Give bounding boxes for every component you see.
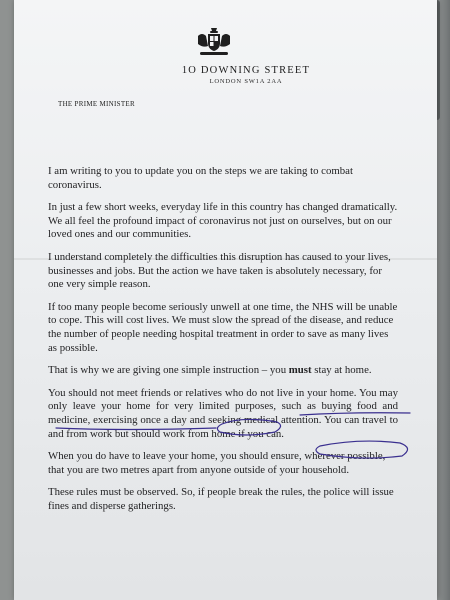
paragraph-7: When you do have to leave your home, you should ensure, wherever possible, that you are two metres apart from anyone outside of your household. bbox=[48, 450, 386, 476]
address-line-city: LONDON SW1A 2AA bbox=[209, 78, 283, 85]
paragraph-5-emphasis: must bbox=[288, 364, 312, 377]
paragraph-5 bbox=[48, 364, 398, 378]
paragraph-2: In just a few short weeks, everyday life in this country has changed dramatically. We all feel the profound impact of coronavirus not just on ourselves, but on our loved ones and our communities. bbox=[48, 201, 398, 241]
address-line-street: 1O DOWNING STREET bbox=[181, 65, 311, 76]
paragraph-8: These rules must be observed. So, if people break the rules, the police will issue fines and disperse gatherings. bbox=[48, 486, 394, 512]
paragraph-3: I understand completely the difficulties this disruption has caused to your lives, businesses and jobs. But the action we have taken is absolutely necessary, for one very simple reason. bbox=[48, 250, 391, 291]
paragraph-5-end: stay at home. bbox=[311, 364, 372, 377]
paragraph-4: If too many people become seriously unwell at one time, the NHS will be unable to cope. This will cost lives. We must slow the spread of the disease, and reduce the number of people needing hospital treatment in order to save as many lives as possible. bbox=[48, 300, 398, 354]
royal-coat-of-arms-icon bbox=[194, 26, 234, 58]
paragraph-5-start: That is why we are giving one simple instruction – you bbox=[48, 364, 289, 377]
sender-title: THE PRIME MINISTER bbox=[58, 100, 135, 108]
letter-body bbox=[48, 165, 398, 522]
paragraph-6: You should not meet friends or relatives who do not live in your home. You may only leave your home for very limited purposes, such as buying food and medicine, exercising once a day and seeking medical attention. You can travel to and from work but should work from home if you can. bbox=[48, 386, 398, 440]
paragraph-1: I am writing to you to update you on the steps we are taking to combat coronavirus. bbox=[48, 165, 353, 191]
